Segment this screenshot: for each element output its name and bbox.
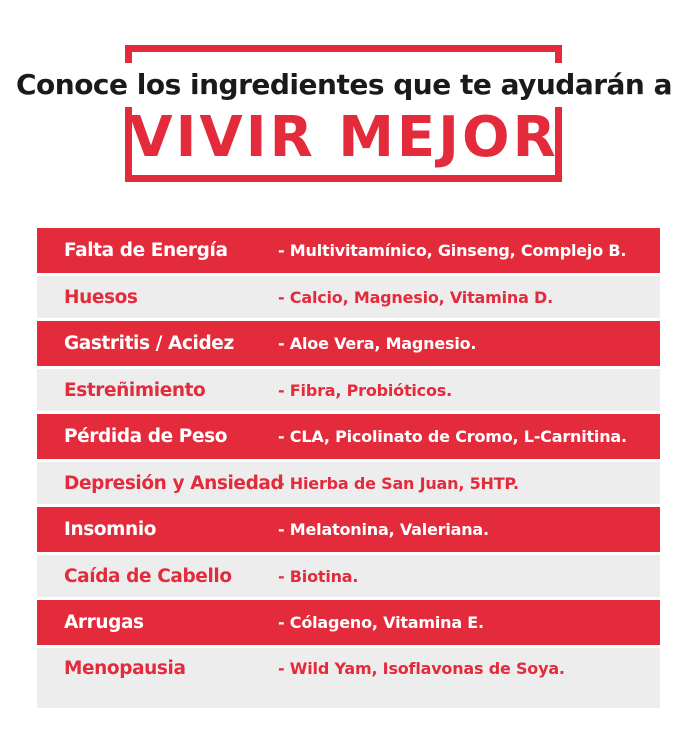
ingredients-text: - Wild Yam, Isoflavonas de Soya. (278, 659, 565, 678)
condition-label: Pérdida de Peso (64, 426, 228, 447)
condition-label: Gastritis / Acidez (64, 333, 234, 354)
table-row (37, 369, 660, 411)
table-row (37, 600, 660, 645)
header (0, 0, 688, 228)
ingredients-text: - Calcio, Magnesio, Vitamina D. (278, 287, 554, 307)
table-row (37, 648, 660, 708)
condition-label: Insomnio (64, 519, 157, 540)
ingredients-text: - Fibra, Probióticos. (278, 380, 452, 400)
ingredients-text: - Melatonina, Valeriana. (278, 520, 489, 539)
table-row (37, 507, 660, 552)
condition-label: Arrugas (64, 612, 144, 633)
condition-label: Falta de Energía (64, 240, 228, 261)
ingredients-text: - Multivitamínico, Ginseng, Complejo B. (278, 241, 627, 260)
condition-label: Menopausia (64, 658, 186, 679)
condition-label: Huesos (64, 286, 138, 308)
table-row (37, 321, 660, 366)
table-row (37, 228, 660, 273)
title-accent: VIVIR MEJOR (129, 105, 559, 170)
headline: Conoce los ingredientes que te ayudarán a (0, 63, 688, 107)
ingredients-text: - Hierba de San Juan, 5HTP. (278, 473, 519, 493)
ingredients-text: - Cólageno, Vitamina E. (278, 613, 484, 632)
condition-label: Caída de Cabello (64, 565, 232, 587)
ingredients-text: - CLA, Picolinato de Cromo, L-Carnitina. (278, 427, 627, 446)
ingredients-text: - Biotina. (278, 566, 359, 586)
table-row (37, 276, 660, 318)
condition-label: Depresión y Ansiedad (64, 472, 284, 494)
table-row (37, 462, 660, 504)
condition-label: Estreñimiento (64, 379, 206, 401)
ingredients-text: - Aloe Vera, Magnesio. (278, 334, 477, 353)
table-row (37, 414, 660, 459)
table-row (37, 555, 660, 597)
conditions-table (37, 228, 660, 708)
